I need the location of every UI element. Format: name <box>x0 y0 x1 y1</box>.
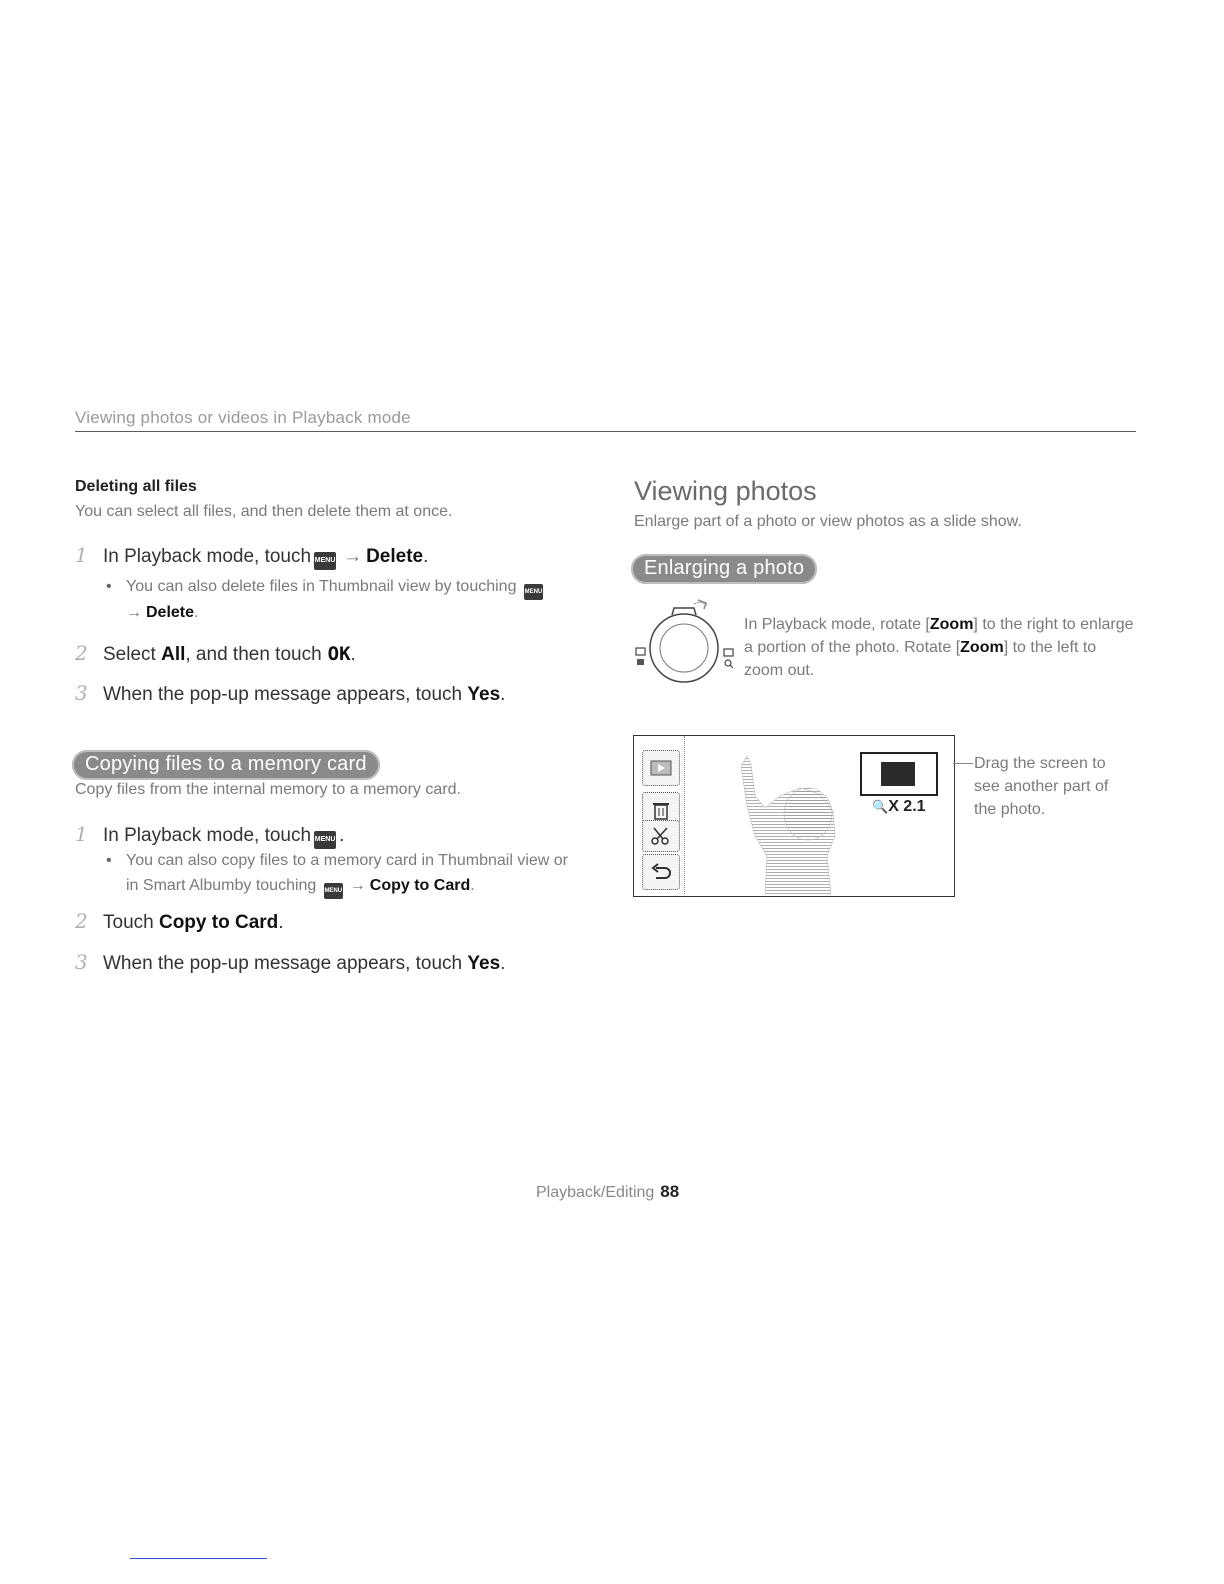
step-text-end: . <box>423 546 429 567</box>
step-number: 1 <box>75 822 88 846</box>
scissors-icon <box>650 826 672 846</box>
copy-step-3 <box>75 950 505 975</box>
step-text: In Playback mode, touch <box>103 546 312 567</box>
step-text-end: . <box>350 644 356 665</box>
callout-line-2: see another part of <box>974 778 1109 795</box>
deleting-description: You can select all files, and then delete them at once. <box>75 503 453 520</box>
note-text-end: . <box>470 877 475 894</box>
delete-step-2 <box>75 641 356 666</box>
note-text: in Smart Albumby touching <box>126 877 317 894</box>
menu-icon: MENU <box>314 831 336 849</box>
copy-to-card-label: Copy to Card <box>158 912 279 933</box>
copy-step-1 <box>75 822 344 849</box>
delete-label: Delete <box>366 546 424 567</box>
ok-icon: OK <box>327 643 351 665</box>
copy-to-card-label: Copy to Card <box>369 877 471 894</box>
step-number: 1 <box>75 543 88 567</box>
note-text-end: . <box>194 604 199 621</box>
trash-icon <box>651 799 671 821</box>
footer-section: Playback/Editing <box>536 1184 655 1201</box>
yes-label: Yes <box>467 953 501 974</box>
zoom-magnifier-icon: 🔍 <box>872 799 889 814</box>
step-text: When the pop-up message appears, touch <box>103 953 463 974</box>
page-footer <box>536 1182 679 1202</box>
zoom-navigator[interactable] <box>860 752 938 796</box>
zoom-text: a portion of the photo. Rotate [ <box>744 639 961 656</box>
zoom-lever-illustration <box>634 598 744 693</box>
copy-step-1-note <box>106 848 586 899</box>
edit-button[interactable] <box>642 820 680 852</box>
step-text: In Playback mode, touch <box>103 825 312 846</box>
all-label: All <box>161 644 186 665</box>
page-header-title: Viewing photos or videos in Playback mode <box>75 408 411 427</box>
delete-step-3 <box>75 681 505 706</box>
callout-line-3: the photo. <box>974 801 1046 818</box>
zoom-level-value: X 2.1 <box>888 798 926 815</box>
zoom-instructions <box>744 613 1144 682</box>
viewing-photos-description: Enlarge part of a photo or view photos as a slide show. <box>634 513 1022 530</box>
step-text: When the pop-up message appears, touch <box>103 684 463 705</box>
zoom-lever-icon <box>634 598 744 693</box>
callout-line <box>953 763 973 764</box>
menu-icon: MENU <box>314 552 336 570</box>
viewing-photos-title: Viewing photos <box>634 476 817 506</box>
copying-title: Copying files to a memory card <box>72 750 380 780</box>
copying-section-pill <box>72 750 380 780</box>
step-text-end: . <box>500 684 506 705</box>
bullet-dot: • <box>106 578 112 595</box>
zoom-label: Zoom <box>929 616 974 633</box>
step-text-end: . <box>278 912 284 933</box>
callout-line-1: Drag the screen to <box>974 755 1106 772</box>
zoom-viewport <box>881 762 915 786</box>
back-button[interactable] <box>642 854 680 890</box>
zoom-text: ] to the right to enlarge <box>973 616 1134 633</box>
step-number: 2 <box>75 909 88 933</box>
delete-step-1-note <box>106 574 576 625</box>
zoom-line-2 <box>744 636 1144 659</box>
zoom-text: ] to the left to <box>1003 639 1097 656</box>
zoom-line-1 <box>744 613 1144 636</box>
arrow-icon: → <box>126 604 142 621</box>
delete-label: Delete <box>146 604 195 621</box>
deleting-heading: Deleting all files <box>75 478 197 495</box>
delete-step-1 <box>75 543 428 570</box>
step-number: 3 <box>75 681 88 705</box>
step-text: , and then touch <box>185 644 322 665</box>
step-text: Select <box>103 644 156 665</box>
yes-label: Yes <box>467 684 501 705</box>
zoom-label: Zoom <box>960 639 1004 656</box>
drag-callout <box>974 752 1134 821</box>
camera-screen[interactable] <box>633 735 955 897</box>
zoom-level <box>872 798 926 816</box>
copying-description: Copy files from the internal memory to a memory card. <box>75 781 461 798</box>
enlarging-section-pill <box>631 554 817 584</box>
copy-step-2 <box>75 909 284 934</box>
zoom-text: In Playback mode, rotate [ <box>744 616 930 633</box>
step-number: 3 <box>75 950 88 974</box>
menu-icon: MENU <box>524 584 543 600</box>
slideshow-icon <box>649 758 673 778</box>
zoom-line-3: zoom out. <box>744 662 815 679</box>
slideshow-button[interactable] <box>642 750 680 786</box>
step-number: 2 <box>75 641 88 665</box>
footer-link-underline <box>130 1558 267 1559</box>
page-number: 88 <box>660 1182 680 1201</box>
step-text-end: . <box>339 825 345 846</box>
menu-icon: MENU <box>324 883 343 899</box>
enlarging-title: Enlarging a photo <box>631 554 817 584</box>
arrow-icon: → <box>343 546 363 567</box>
note-text: You can also copy files to a memory card in Thumbnail view or <box>126 852 568 869</box>
arrow-icon: → <box>349 877 366 894</box>
bullet-dot: • <box>106 852 112 869</box>
back-icon <box>650 863 672 881</box>
step-text-end: . <box>500 953 506 974</box>
note-text: You can also delete files in Thumbnail view by touching <box>126 578 517 595</box>
header-divider <box>75 431 1136 432</box>
step-text: Touch <box>103 912 154 933</box>
